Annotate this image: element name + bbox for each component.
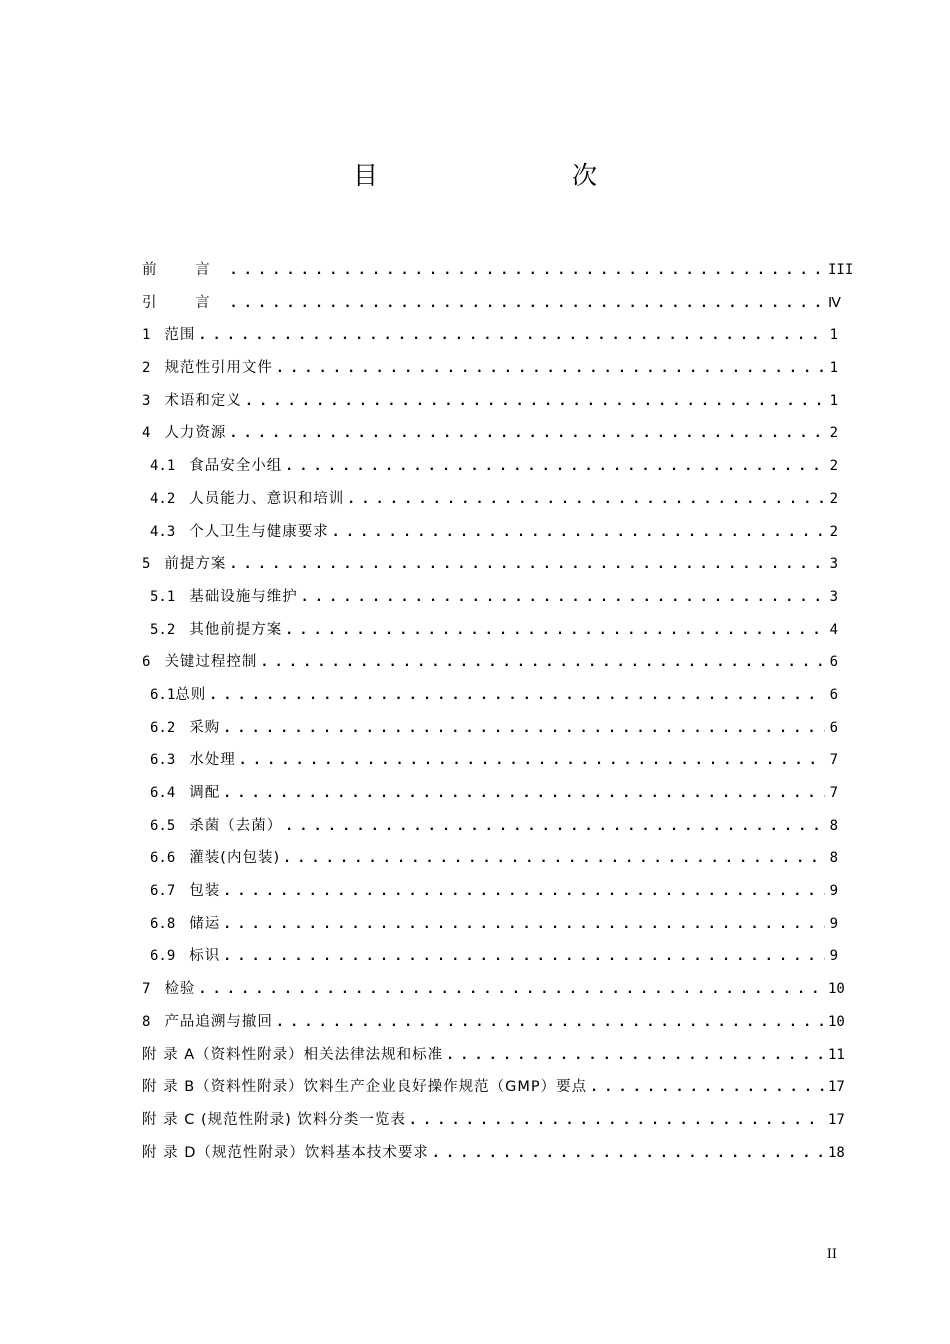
toc-entry-title: 关键过程控制 bbox=[164, 654, 258, 671]
toc-entry-page: 2 bbox=[829, 523, 838, 540]
toc-entry[interactable] bbox=[142, 385, 838, 418]
toc-entry-page: 6 bbox=[829, 654, 838, 671]
toc-entry-number: 6.8 bbox=[150, 915, 176, 932]
toc-entry[interactable] bbox=[142, 810, 838, 843]
toc-entry-page: 8 bbox=[829, 850, 838, 867]
toc-entry[interactable] bbox=[142, 417, 838, 450]
toc-dot-leader bbox=[260, 647, 825, 680]
toc-entry-title: 个人卫生与健康要求 bbox=[189, 523, 329, 540]
toc-dot-leader bbox=[230, 255, 825, 288]
toc-entry-title: 灌装(内包装) bbox=[189, 850, 281, 867]
toc-entry-title: 标识 bbox=[189, 948, 221, 965]
toc-entry-page: III bbox=[828, 262, 854, 278]
toc-dot-leader bbox=[230, 288, 825, 321]
toc-dot-leader bbox=[332, 517, 825, 550]
toc-entry-title: 食品安全小组 bbox=[189, 458, 283, 475]
toc-dot-leader bbox=[301, 582, 825, 615]
toc-entry-title: 附 录 D（规范性附录）饮料基本技术要求 bbox=[142, 1144, 429, 1161]
toc-entry-title: 其他前提方案 bbox=[189, 621, 283, 638]
toc-entry-title: 附 录 C (规范性附录) 饮料分类一览表 bbox=[142, 1111, 406, 1128]
toc-entry-page: Ⅳ bbox=[828, 294, 841, 311]
toc-entry-page: 7 bbox=[829, 752, 838, 769]
toc-dot-leader bbox=[432, 1138, 825, 1171]
toc-entry-title: 引 言 bbox=[142, 294, 227, 311]
toc-dot-leader bbox=[590, 1072, 825, 1105]
toc-entry[interactable] bbox=[142, 1071, 845, 1104]
toc-entry-title: 前提方案 bbox=[164, 556, 227, 573]
toc-dot-leader bbox=[285, 615, 825, 648]
toc-entry-page: 2 bbox=[829, 490, 838, 507]
toc-entry[interactable] bbox=[142, 254, 854, 287]
toc-dot-leader bbox=[276, 1007, 825, 1040]
toc-entry[interactable] bbox=[142, 450, 838, 483]
page-number: II bbox=[826, 1247, 837, 1262]
toc-entry[interactable] bbox=[142, 1104, 845, 1137]
toc-entry[interactable] bbox=[142, 940, 838, 973]
toc-dot-leader bbox=[198, 320, 825, 353]
table-of-contents bbox=[142, 254, 854, 1169]
toc-entry-title: 人员能力、意识和培训 bbox=[189, 490, 345, 507]
toc-dot-leader bbox=[285, 451, 825, 484]
toc-entry-page: 1 bbox=[829, 392, 838, 409]
toc-entry-title: 储运 bbox=[189, 915, 221, 932]
toc-entry-page: 4 bbox=[829, 621, 838, 638]
toc-entry-number: 1 bbox=[142, 327, 151, 344]
toc-entry-number: 6.1 bbox=[150, 686, 176, 703]
toc-entry[interactable] bbox=[142, 483, 838, 516]
toc-entry[interactable] bbox=[142, 646, 838, 679]
toc-entry-number: 6.7 bbox=[150, 883, 176, 900]
toc-entry-title: 附 录 B（资料性附录）饮料生产企业良好操作规范（GMP）要点 bbox=[142, 1079, 588, 1096]
toc-entry-title: 人力资源 bbox=[164, 425, 227, 442]
toc-dot-leader bbox=[276, 353, 825, 386]
toc-entry-number: 6.3 bbox=[150, 752, 176, 769]
toc-entry-page: 11 bbox=[828, 1046, 845, 1063]
toc-entry-page: 6 bbox=[829, 719, 838, 736]
toc-entry[interactable] bbox=[142, 1137, 845, 1170]
toc-entry-title: 规范性引用文件 bbox=[164, 360, 273, 377]
toc-entry-page: 10 bbox=[828, 1013, 845, 1030]
toc-entry-title: 调配 bbox=[189, 785, 221, 801]
toc-entry[interactable] bbox=[142, 516, 838, 549]
toc-entry[interactable] bbox=[142, 908, 838, 941]
toc-dot-leader bbox=[223, 941, 825, 974]
toc-entry-page: 3 bbox=[829, 556, 838, 573]
toc-dot-leader bbox=[285, 811, 825, 844]
toc-entry-page: 3 bbox=[829, 588, 838, 605]
toc-entry-page: 8 bbox=[829, 817, 838, 834]
toc-entry-page: 9 bbox=[829, 948, 838, 965]
toc-entry[interactable] bbox=[142, 614, 838, 647]
toc-entry-title: 术语和定义 bbox=[164, 392, 242, 409]
toc-entry-number: 5.1 bbox=[150, 588, 176, 605]
toc-entry-title: 检验 bbox=[164, 981, 196, 998]
toc-dot-leader bbox=[223, 713, 825, 746]
toc-entry-number: 4 bbox=[142, 425, 151, 442]
toc-dot-leader bbox=[198, 974, 825, 1007]
toc-entry-title: 附 录 A（资料性附录）相关法律法规和标准 bbox=[142, 1046, 444, 1063]
toc-entry-number: 5 bbox=[142, 556, 151, 573]
toc-entry-number: 3 bbox=[142, 392, 151, 409]
toc-entry[interactable] bbox=[142, 287, 841, 320]
toc-entry-page: 9 bbox=[829, 915, 838, 932]
toc-entry-number: 6.4 bbox=[150, 785, 176, 801]
toc-entry[interactable] bbox=[142, 548, 838, 581]
toc-entry[interactable] bbox=[142, 744, 838, 777]
toc-entry-page: 7 bbox=[829, 785, 838, 801]
toc-entry-title: 水处理 bbox=[189, 752, 236, 769]
toc-entry-number: 8 bbox=[142, 1013, 151, 1030]
toc-entry-title: 总则 bbox=[175, 686, 207, 703]
toc-entry-title: 采购 bbox=[189, 719, 221, 736]
toc-entry[interactable] bbox=[142, 777, 838, 810]
toc-entry-number: 6.5 bbox=[150, 817, 176, 834]
toc-entry-page: 9 bbox=[829, 883, 838, 900]
toc-entry[interactable] bbox=[142, 679, 838, 712]
toc-entry-title: 基础设施与维护 bbox=[189, 588, 298, 605]
toc-dot-leader bbox=[347, 484, 825, 517]
toc-entry-page: 2 bbox=[829, 458, 838, 475]
toc-entry[interactable] bbox=[142, 875, 838, 908]
toc-entry-number: 4.2 bbox=[150, 490, 176, 507]
toc-entry-page: 1 bbox=[829, 360, 838, 377]
toc-entry-number: 6.6 bbox=[150, 850, 176, 867]
toc-entry-title: 杀菌（去菌） bbox=[189, 817, 283, 834]
toc-dot-leader bbox=[223, 909, 825, 942]
toc-entry[interactable] bbox=[142, 842, 838, 875]
toc-dot-leader bbox=[245, 386, 825, 419]
toc-entry-number: 6.2 bbox=[150, 719, 176, 736]
toc-entry-title: 范围 bbox=[164, 327, 196, 344]
toc-dot-leader bbox=[229, 549, 825, 582]
toc-dot-leader bbox=[446, 1040, 825, 1073]
toc-entry[interactable] bbox=[142, 352, 838, 385]
toc-entry[interactable] bbox=[142, 581, 838, 614]
toc-entry-number: 2 bbox=[142, 360, 151, 377]
toc-entry-page: 10 bbox=[828, 981, 845, 998]
toc-dot-leader bbox=[283, 843, 825, 876]
toc-dot-leader bbox=[223, 876, 825, 909]
toc-dot-leader bbox=[223, 778, 825, 811]
toc-dot-leader bbox=[239, 745, 825, 778]
toc-entry-title: 前 言 bbox=[142, 262, 227, 278]
toc-dot-leader bbox=[229, 418, 825, 451]
toc-entry[interactable] bbox=[142, 712, 838, 745]
toc-entry-number: 5.2 bbox=[150, 621, 176, 638]
toc-entry-page: 17 bbox=[828, 1111, 845, 1128]
toc-entry-number: 7 bbox=[142, 981, 151, 998]
toc-entry-page: 1 bbox=[829, 327, 838, 344]
page-title: 目 次 bbox=[352, 161, 645, 190]
toc-dot-leader bbox=[209, 680, 825, 713]
toc-entry-page: 18 bbox=[828, 1144, 845, 1161]
toc-entry-title: 包装 bbox=[189, 883, 221, 900]
toc-entry-page: 17 bbox=[828, 1079, 845, 1096]
toc-entry[interactable] bbox=[142, 1006, 845, 1039]
toc-entry-number: 4.1 bbox=[150, 458, 176, 475]
toc-entry-number: 6.9 bbox=[150, 948, 176, 965]
toc-entry[interactable] bbox=[142, 973, 845, 1006]
toc-entry-title: 产品追溯与撤回 bbox=[164, 1013, 273, 1030]
toc-entry[interactable] bbox=[142, 1039, 845, 1072]
toc-entry-page: 6 bbox=[829, 686, 838, 703]
toc-dot-leader bbox=[409, 1105, 825, 1138]
toc-entry-page: 2 bbox=[829, 425, 838, 442]
toc-entry-number: 4.3 bbox=[150, 523, 176, 540]
toc-entry-number: 6 bbox=[142, 654, 151, 671]
toc-entry[interactable] bbox=[142, 319, 838, 352]
